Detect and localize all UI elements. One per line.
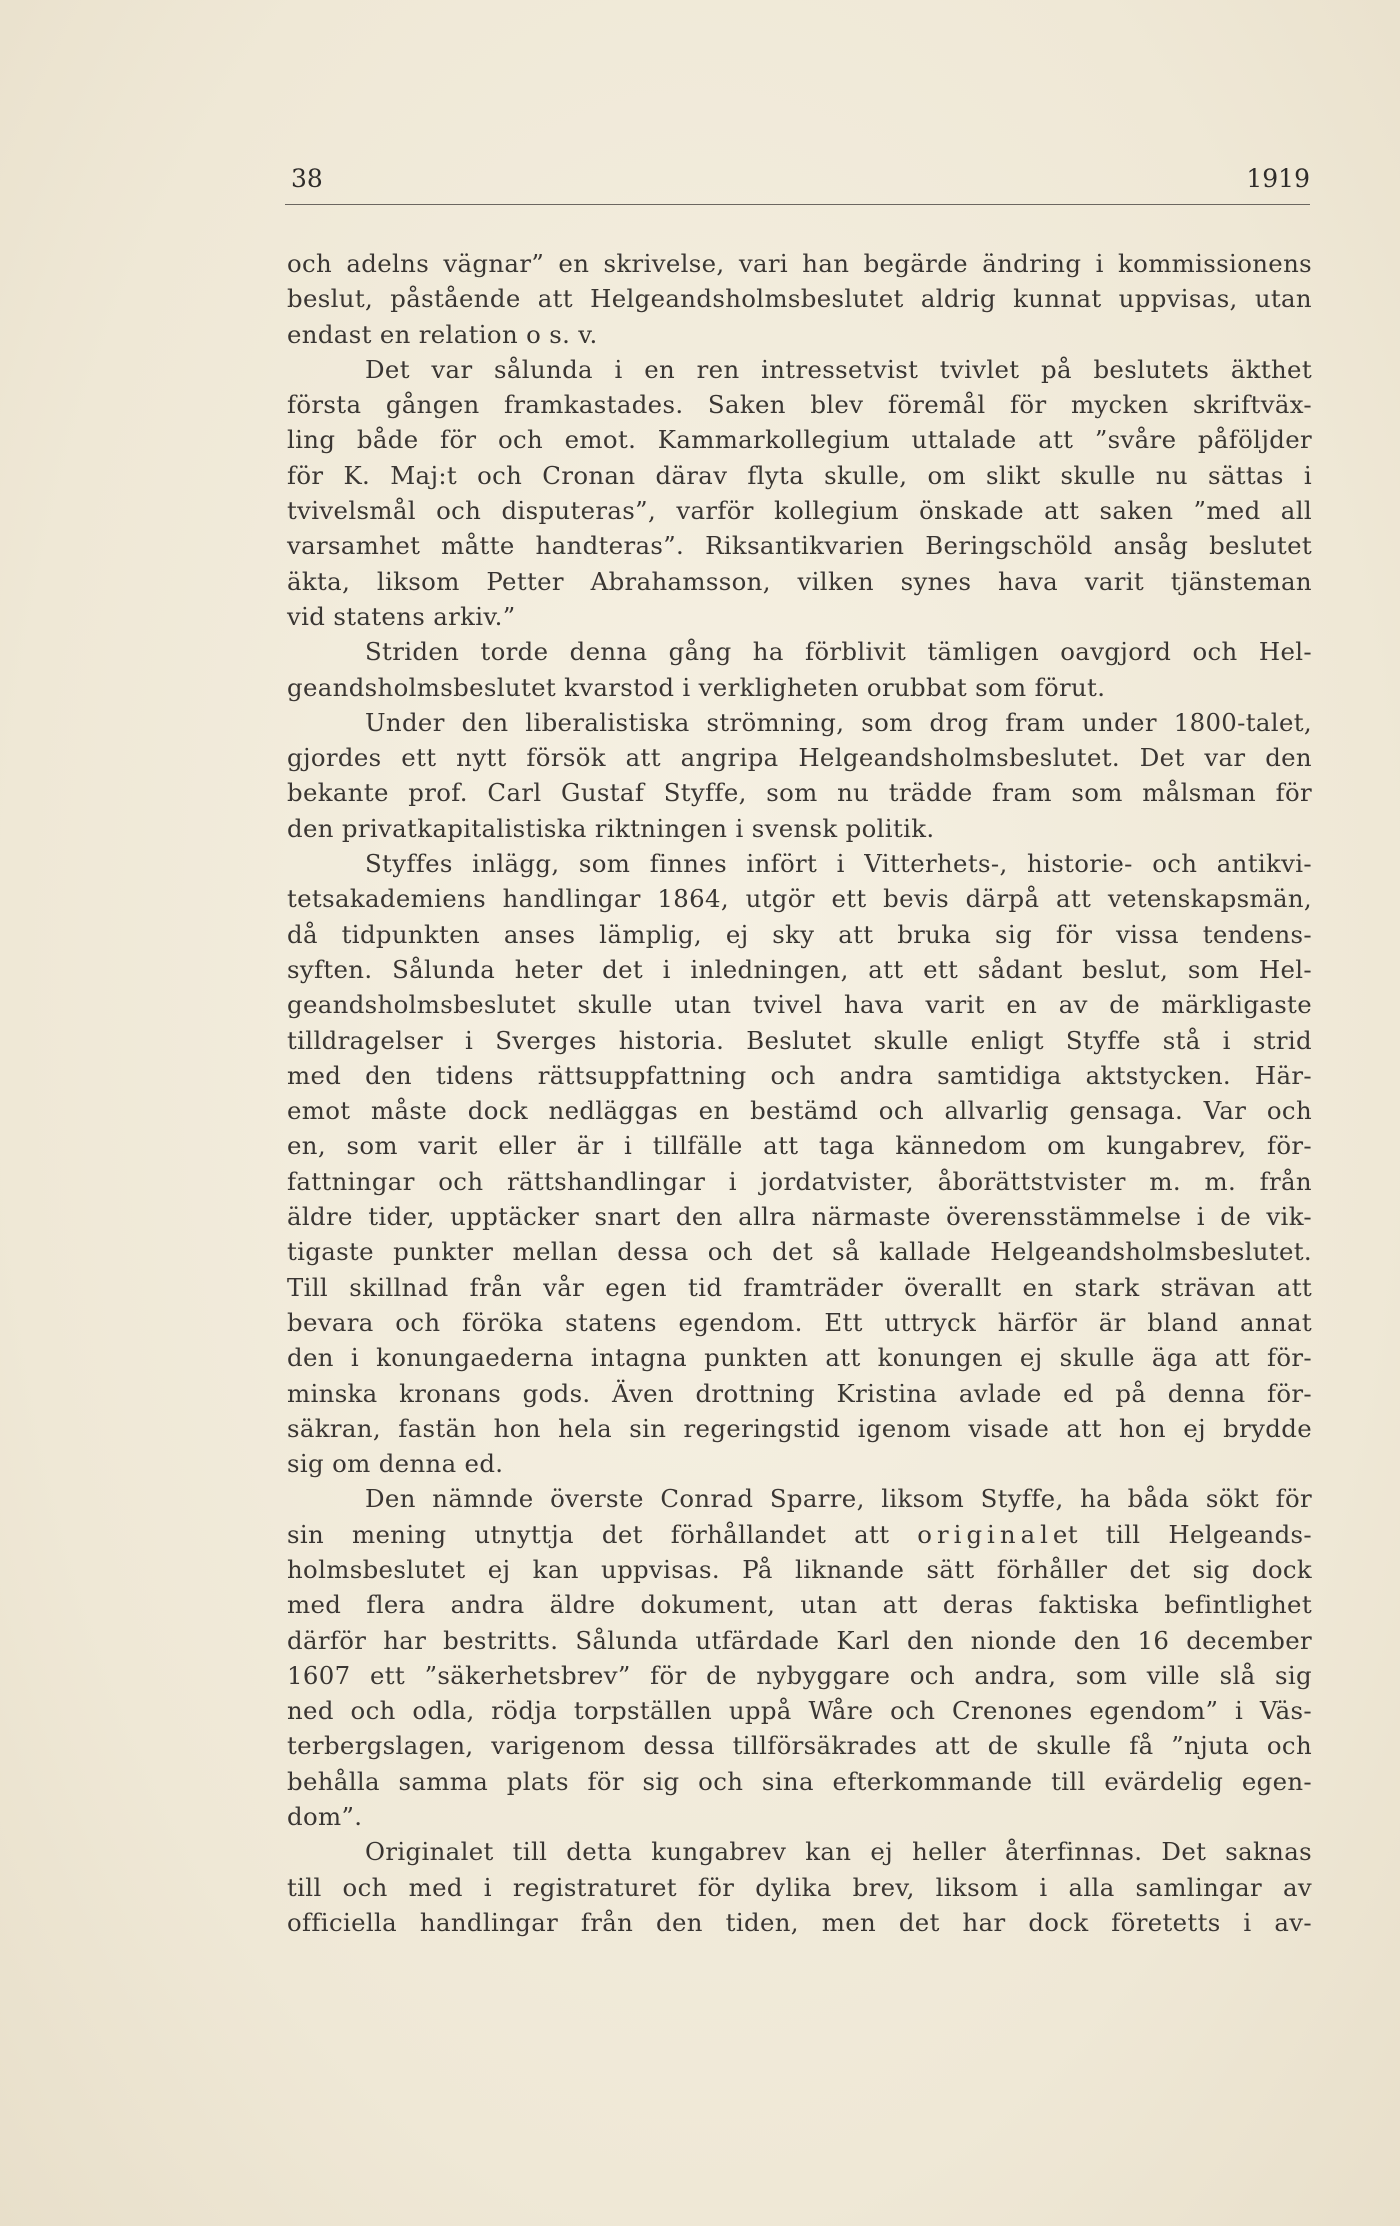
text-line: Under den liberalistiska strömning, som drog fram under 1800-talet, bbox=[365, 707, 1312, 737]
text-line: och adelns vägnar” en skrivelse, vari han begärde ändring i kommissionens bbox=[287, 249, 1312, 278]
text-line: Originalet till detta kungabrev kan ej heller återfinnas. Det saknas bbox=[365, 1837, 1312, 1867]
paragraph bbox=[287, 1834, 1312, 1940]
text-line: Den nämnde överste Conrad Sparre, liksom Styffe, ha båda sökt för bbox=[365, 1484, 1312, 1514]
text-line: officiella handlingar från den tiden, men det har dock företetts i av- bbox=[287, 1907, 1312, 1937]
text-line: äldre tider, upptäcker snart den allra närmaste överensstämmelse i de vik- bbox=[287, 1202, 1312, 1232]
text-line: för K. Maj:t och Cronan därav flyta skulle, om slikt skulle nu sättas i bbox=[287, 460, 1312, 490]
text-line: holmsbeslutet ej kan uppvisas. På liknande sätt förhåller det sig dock bbox=[287, 1554, 1312, 1584]
text-line: minska kronans gods. Även drottning Kristina avlade ed på denna för- bbox=[287, 1378, 1312, 1408]
text-line: bevara och föröka statens egendom. Ett uttryck härför är bland annat bbox=[287, 1307, 1312, 1337]
text-line: beslut, påstående att Helgeandsholmsbeslutet aldrig kunnat uppvisas, utan bbox=[287, 284, 1312, 314]
text-line: emot måste dock nedläggas en bestämd och allvarlig gensaga. Var och bbox=[287, 1096, 1312, 1126]
text-line: en, som varit eller är i tillfälle att taga kännedom om kungabrev, för- bbox=[287, 1131, 1312, 1161]
text-line: tvivelsmål och disputeras”, varför kollegium önskade att saken ”med all bbox=[287, 496, 1312, 526]
text-line bbox=[287, 1517, 1312, 1552]
text-line: den privatkapitalistiska riktningen i svensk politik. bbox=[287, 813, 935, 843]
text-line: med den tidens rättsuppfattning och andra samtidiga aktstycken. Här- bbox=[287, 1060, 1312, 1090]
text-line: ling både för och emot. Kammarkollegium uttalade att ”svåre påföljder bbox=[287, 425, 1312, 455]
paragraph bbox=[287, 352, 1312, 634]
paragraph bbox=[287, 705, 1312, 846]
running-head-year: 1919 bbox=[1246, 164, 1310, 193]
paragraph bbox=[287, 846, 1312, 1481]
text-line: varsamhet måtte handteras”. Riksantikvarien Beringschöld ansåg beslutet bbox=[287, 531, 1312, 561]
text-line: Till skillnad från vår egen tid framträder överallt en stark strävan att bbox=[287, 1272, 1312, 1302]
text-line: 1607 ett ”säkerhetsbrev” för de nybyggare och andra, som ville slå sig bbox=[287, 1660, 1312, 1690]
text-line: geandsholmsbeslutet kvarstod i verkligheten orubbat som förut. bbox=[287, 672, 1106, 702]
text-line: ned och odla, rödja torpställen uppå Wåre och Crenones egendom” i Väs- bbox=[287, 1696, 1312, 1726]
text-line: vid statens arkiv.” bbox=[287, 601, 516, 631]
text-line: fattningar och rättshandlingar i jordatvister, åborättstvister m. m. från bbox=[287, 1166, 1312, 1196]
text-line: äkta, liksom Petter Abrahamsson, vilken synes hava varit tjänsteman bbox=[287, 566, 1312, 596]
page-header bbox=[285, 160, 1310, 205]
paragraph bbox=[287, 246, 1312, 352]
text-line: säkran, fastän hon hela sin regeringstid igenom visade att hon ej brydde bbox=[287, 1413, 1312, 1443]
paragraph bbox=[287, 634, 1312, 705]
text-line: bekante prof. Carl Gustaf Styffe, som nu trädde fram som målsman för bbox=[287, 778, 1312, 808]
page-number: 38 bbox=[291, 164, 323, 193]
text-run: et till Helgeands- bbox=[1052, 1519, 1312, 1549]
paragraph bbox=[287, 1481, 1312, 1834]
text-line: geandsholmsbeslutet skulle utan tvivel hava varit en av de märkligaste bbox=[287, 990, 1312, 1020]
text-line: därför har bestritts. Sålunda utfärdade Karl den nionde den 16 december bbox=[287, 1625, 1312, 1655]
text-line: tigaste punkter mellan dessa och det så kallade Helgeandsholmsbeslutet. bbox=[287, 1237, 1312, 1267]
text-line: dom”. bbox=[287, 1802, 363, 1832]
text-line: Det var sålunda i en ren intressetvist tvivlet på beslutets äkthet bbox=[365, 354, 1312, 384]
text-line: Striden torde denna gång ha förblivit tämligen oavgjord och Hel- bbox=[365, 637, 1312, 667]
text-line: den i konungaederna intagna punkten att konungen ej skulle äga att för- bbox=[287, 1343, 1312, 1373]
text-line: med flera andra äldre dokument, utan att deras faktiska befintlighet bbox=[287, 1590, 1312, 1620]
text-line: terbergslagen, varigenom dessa tillförsäkrades att de skulle få ”njuta och bbox=[287, 1731, 1312, 1761]
text-line: första gången framkastades. Saken blev föremål för mycken skriftväx- bbox=[287, 390, 1312, 420]
text-line: till och med i registraturet för dylika brev, liksom i alla samlingar av bbox=[287, 1872, 1312, 1902]
spaced-emphasis: original bbox=[917, 1519, 1053, 1549]
text-line: då tidpunkten anses lämplig, ej sky att bruka sig för vissa tendens- bbox=[287, 919, 1312, 949]
text-line: sig om denna ed. bbox=[287, 1449, 504, 1479]
text-line: endast en relation o s. v. bbox=[287, 319, 598, 349]
text-line: tilldragelser i Sverges historia. Beslutet skulle enligt Styffe stå i strid bbox=[287, 1025, 1312, 1055]
text-line: behålla samma plats för sig och sina efterkommande till evärdelig egen- bbox=[287, 1766, 1312, 1796]
text-line: gjordes ett nytt försök att angripa Helgeandsholmsbeslutet. Det var den bbox=[287, 743, 1312, 773]
body-text bbox=[287, 246, 1312, 1940]
text-line: Styffes inlägg, som finnes infört i Vitterhets-, historie- och antikvi- bbox=[365, 849, 1312, 879]
text-line: tetsakademiens handlingar 1864, utgör ett bevis därpå att vetenskapsmän, bbox=[287, 884, 1312, 914]
text-run: sin mening utnyttja det förhållandet att bbox=[287, 1519, 890, 1549]
text-line: syften. Sålunda heter det i inledningen, att ett sådant beslut, som Hel- bbox=[287, 954, 1312, 984]
